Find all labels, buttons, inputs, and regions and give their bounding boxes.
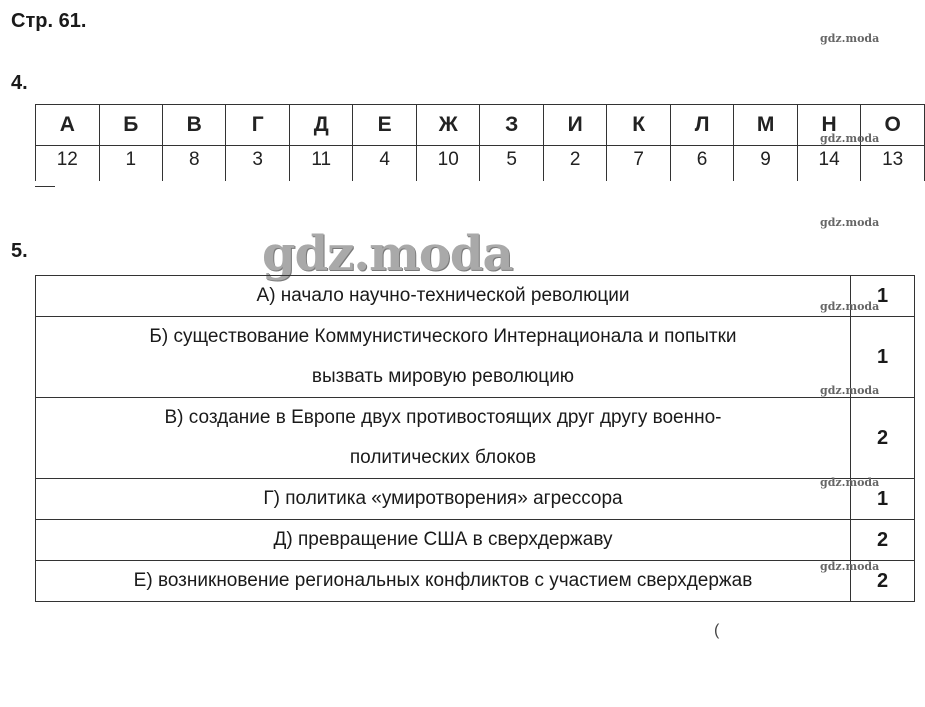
letter-cell: Н	[797, 105, 861, 146]
value-cell: 11	[289, 146, 353, 182]
watermark: gdz.moda	[820, 300, 880, 313]
description-line: Е) возникновение региональных конфликтов с участием сверхдержав	[133, 570, 753, 591]
table-row	[36, 479, 915, 520]
row-value: 2	[851, 561, 915, 602]
value-cell: 3	[226, 146, 289, 182]
table-stub-line	[35, 186, 55, 187]
watermark: gdz.moda	[820, 132, 880, 145]
value-cell: 12	[36, 146, 100, 182]
watermark: gdz.moda	[820, 32, 880, 45]
table-row	[36, 520, 915, 561]
description-line: политических блоков	[349, 447, 537, 468]
task-5-table	[35, 275, 915, 602]
letter-cell: Е	[353, 105, 416, 146]
value-cell: 4	[353, 146, 416, 182]
value-cell: 5	[480, 146, 543, 182]
letter-cell: М	[734, 105, 798, 146]
value-cell: 10	[416, 146, 480, 182]
row-value: 1	[851, 317, 915, 398]
task-4-letters-row	[36, 105, 925, 146]
task-4-table	[35, 104, 925, 181]
value-cell: 2	[543, 146, 606, 182]
table-row	[36, 317, 915, 398]
value-cell: 8	[163, 146, 226, 182]
letter-cell: В	[163, 105, 226, 146]
description-line: А) начало научно-технической революции	[256, 285, 630, 306]
row-description	[36, 317, 851, 398]
row-description	[36, 479, 851, 520]
letter-cell: И	[543, 105, 606, 146]
letter-cell: Л	[670, 105, 733, 146]
row-description	[36, 398, 851, 479]
letter-cell: Б	[99, 105, 162, 146]
letter-cell: К	[607, 105, 670, 146]
task-4-values-row	[36, 146, 925, 182]
description-line: Б) существование Коммунистического Интернационала и попытки	[149, 326, 737, 347]
letter-cell: А	[36, 105, 100, 146]
description-line: В) создание в Европе двух противостоящих друг другу военно-	[164, 407, 722, 428]
watermark: gdz.moda	[820, 476, 880, 489]
row-value: 1	[851, 479, 915, 520]
task-4-number: 4.	[11, 72, 28, 94]
row-value: 1	[851, 276, 915, 317]
value-cell: 7	[607, 146, 670, 182]
description-line: Д) превращение США в сверхдержаву	[273, 529, 613, 550]
stray-mark: (	[714, 622, 720, 639]
letter-cell: Д	[289, 105, 353, 146]
row-value: 2	[851, 398, 915, 479]
watermark-logo: gdz.moda	[262, 226, 513, 282]
table-row	[36, 398, 915, 479]
table-row	[36, 276, 915, 317]
value-cell: 14	[797, 146, 861, 182]
description-line: Г) политика «умиротворения» агрессора	[263, 488, 623, 509]
row-description	[36, 276, 851, 317]
row-value: 2	[851, 520, 915, 561]
description-line: вызвать мировую революцию	[311, 366, 575, 387]
letter-cell: Ж	[416, 105, 480, 146]
watermark: gdz.moda	[820, 560, 880, 573]
row-description	[36, 561, 851, 602]
value-cell: 1	[99, 146, 162, 182]
value-cell: 6	[670, 146, 733, 182]
row-description	[36, 520, 851, 561]
letter-cell: Г	[226, 105, 289, 146]
letter-cell: З	[480, 105, 543, 146]
letter-cell: О	[861, 105, 925, 146]
value-cell: 9	[734, 146, 798, 182]
watermark: gdz.moda	[820, 384, 880, 397]
value-cell: 13	[861, 146, 925, 182]
watermark: gdz.moda	[820, 216, 880, 229]
task-5-number: 5.	[11, 240, 28, 262]
table-row	[36, 561, 915, 602]
page-title: Стр. 61.	[11, 10, 87, 32]
